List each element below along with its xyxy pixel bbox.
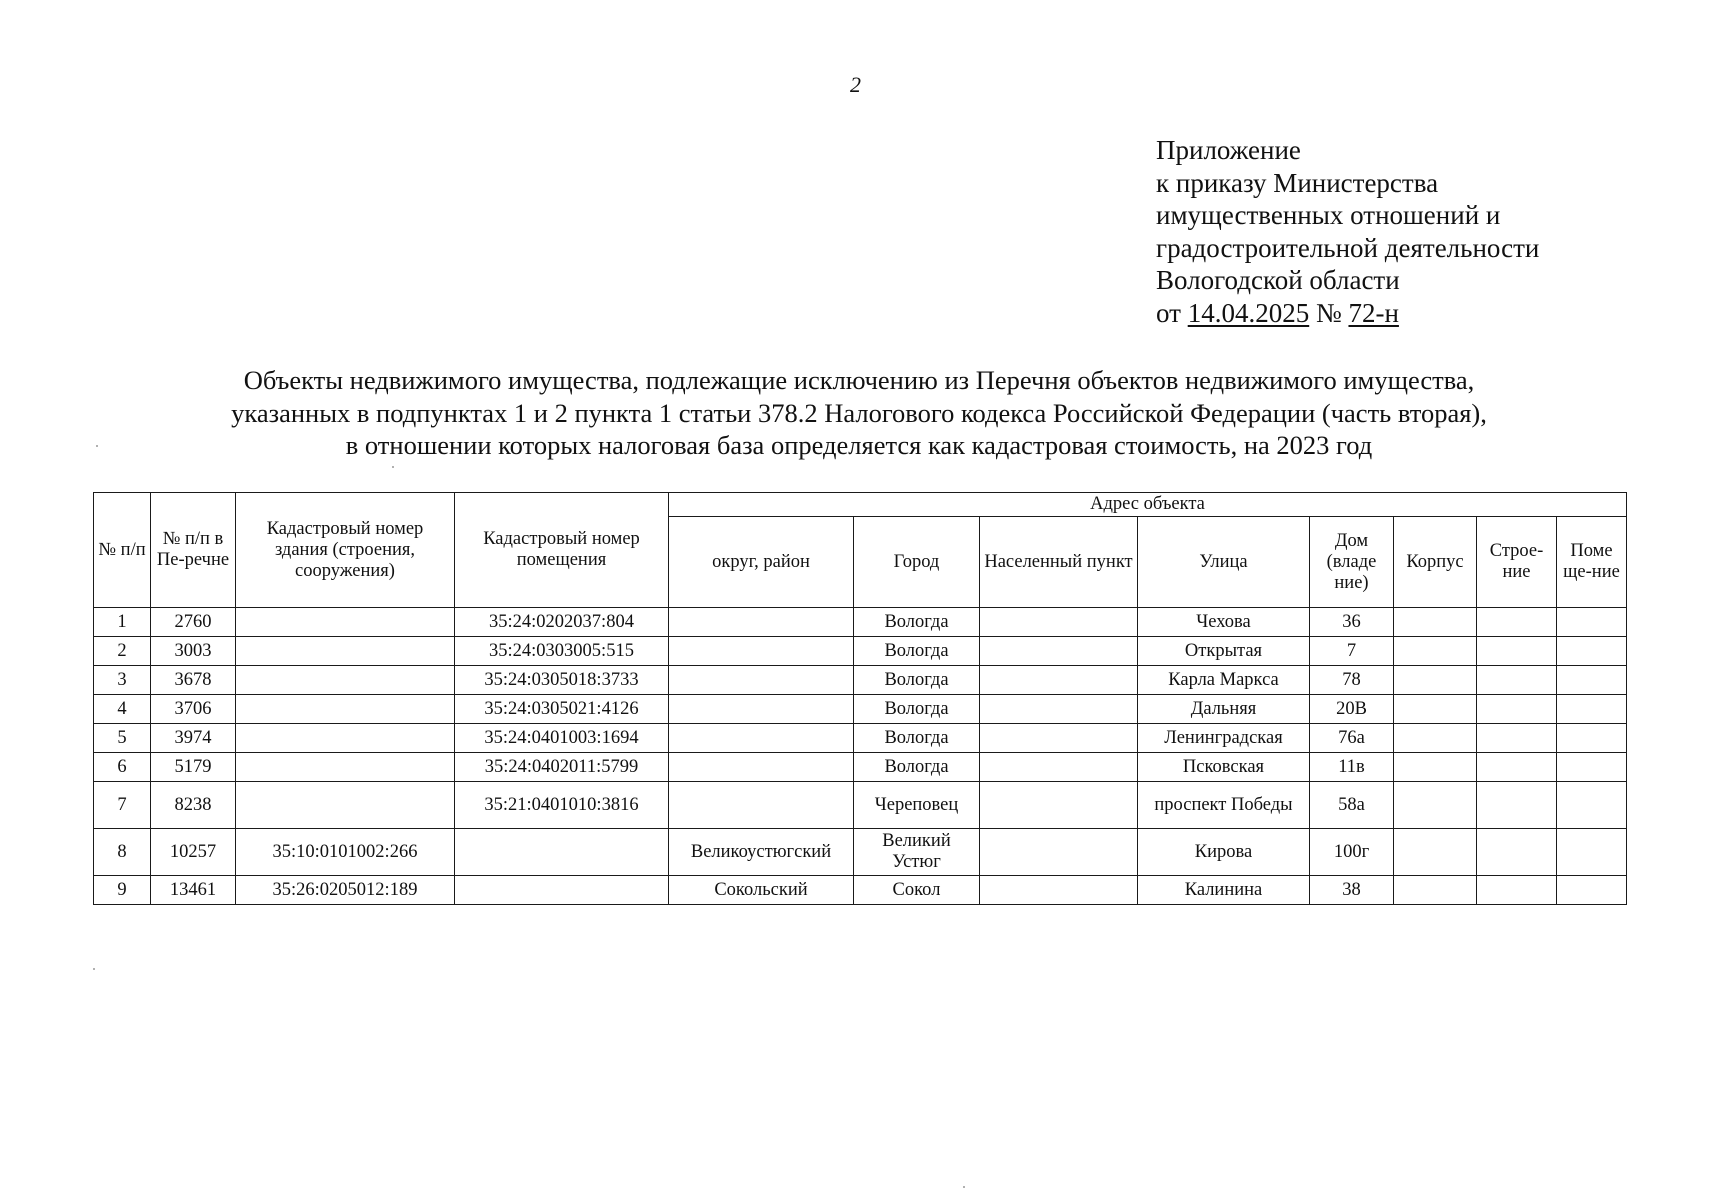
- cell-street: Псковская: [1138, 753, 1310, 782]
- cell-city: Сокол: [854, 876, 980, 905]
- order-number: 72-н: [1348, 297, 1399, 328]
- cell-street: Карла Маркса: [1138, 666, 1310, 695]
- cell-house: 11в: [1310, 753, 1394, 782]
- table-header: [94, 493, 1627, 608]
- cell-list-num: 2760: [151, 608, 236, 637]
- appendix-line-1: Приложение: [1156, 135, 1301, 165]
- cell-stroenie: [1477, 695, 1557, 724]
- cell-stroenie: [1477, 724, 1557, 753]
- header-room-cadastral: Кадастровый номер помещения: [455, 493, 669, 608]
- cell-korpus: [1394, 724, 1477, 753]
- cell-district: [669, 695, 854, 724]
- cell-room-cad: 35:24:0402011:5799: [455, 753, 669, 782]
- appendix-line-3: имущественных отношений и: [1156, 200, 1501, 230]
- cell-list-num: 5179: [151, 753, 236, 782]
- cell-settlement: [980, 695, 1138, 724]
- cell-room-cad: 35:24:0305021:4126: [455, 695, 669, 724]
- table-row: [94, 637, 1627, 666]
- appendix-block: [1156, 134, 1539, 329]
- cell-house: 78: [1310, 666, 1394, 695]
- table-row: [94, 666, 1627, 695]
- cell-num: 5: [94, 724, 151, 753]
- header-building-cadastral: Кадастровый номер здания (строения, сооружения): [236, 493, 455, 608]
- cell-street: проспект Победы: [1138, 782, 1310, 829]
- cell-stroenie: [1477, 829, 1557, 876]
- table-row: [94, 608, 1627, 637]
- cell-num: 6: [94, 753, 151, 782]
- cell-korpus: [1394, 695, 1477, 724]
- cell-city: Вологда: [854, 724, 980, 753]
- cell-pomeshchenie: [1557, 876, 1627, 905]
- cell-pomeshchenie: [1557, 608, 1627, 637]
- cell-district: [669, 666, 854, 695]
- cell-house: 58а: [1310, 782, 1394, 829]
- header-num: № п/п: [94, 493, 151, 608]
- cell-korpus: [1394, 666, 1477, 695]
- header-address-group: Адрес объекта: [669, 493, 1627, 517]
- cell-settlement: [980, 753, 1138, 782]
- cell-house: 38: [1310, 876, 1394, 905]
- cell-city: Вологда: [854, 637, 980, 666]
- header-house: Дом (владе ние): [1310, 517, 1394, 608]
- scan-speck: [963, 1186, 965, 1188]
- cell-street: Ленинградская: [1138, 724, 1310, 753]
- number-sign: №: [1315, 297, 1342, 328]
- cell-room-cad: 35:24:0401003:1694: [455, 724, 669, 753]
- cell-settlement: [980, 724, 1138, 753]
- scan-speck: [96, 445, 98, 447]
- cell-korpus: [1394, 608, 1477, 637]
- cell-pomeshchenie: [1557, 829, 1627, 876]
- header-settlement: Населенный пункт: [980, 517, 1138, 608]
- cell-house: 7: [1310, 637, 1394, 666]
- cell-list-num: 3706: [151, 695, 236, 724]
- cell-city: Вологда: [854, 695, 980, 724]
- cell-korpus: [1394, 753, 1477, 782]
- cell-korpus: [1394, 782, 1477, 829]
- cell-district: Великоустюгский: [669, 829, 854, 876]
- cell-list-num: 3678: [151, 666, 236, 695]
- table-row: [94, 753, 1627, 782]
- cell-list-num: 3003: [151, 637, 236, 666]
- cell-list-num: 8238: [151, 782, 236, 829]
- cell-korpus: [1394, 876, 1477, 905]
- cell-city: Вологда: [854, 753, 980, 782]
- cell-building-cad: [236, 695, 455, 724]
- cell-korpus: [1394, 829, 1477, 876]
- cell-stroenie: [1477, 782, 1557, 829]
- header-korpus: Корпус: [1394, 517, 1477, 608]
- cell-building-cad: [236, 637, 455, 666]
- cell-pomeshchenie: [1557, 695, 1627, 724]
- cell-settlement: [980, 608, 1138, 637]
- cell-district: [669, 637, 854, 666]
- cell-stroenie: [1477, 666, 1557, 695]
- cell-pomeshchenie: [1557, 753, 1627, 782]
- appendix-line-2: к приказу Министерства: [1156, 167, 1439, 198]
- cell-house: 20В: [1310, 695, 1394, 724]
- cell-settlement: [980, 876, 1138, 905]
- header-city: Город: [854, 517, 980, 608]
- cell-district: Сокольский: [669, 876, 854, 905]
- cell-street: Кирова: [1138, 829, 1310, 876]
- cell-room-cad: [455, 829, 669, 876]
- cell-house: 100г: [1310, 829, 1394, 876]
- table-row: [94, 724, 1627, 753]
- table-body: [94, 608, 1627, 905]
- cell-district: [669, 724, 854, 753]
- cell-stroenie: [1477, 637, 1557, 666]
- header-list-num: № п/п в Пе-речне: [151, 493, 236, 608]
- cell-stroenie: [1477, 608, 1557, 637]
- title-line-1: Объекты недвижимого имущества, подлежащие исключению из Перечня объектов недвижимого имущества,: [243, 365, 1475, 395]
- cell-num: 3: [94, 666, 151, 695]
- cell-settlement: [980, 829, 1138, 876]
- cell-city: Череповец: [854, 782, 980, 829]
- scan-speck: [93, 968, 95, 970]
- cell-district: [669, 608, 854, 637]
- table-row: [94, 829, 1627, 876]
- cell-building-cad: 35:10:0101002:266: [236, 829, 455, 876]
- table-row: [94, 876, 1627, 905]
- order-date: 14.04.2025: [1187, 297, 1310, 328]
- cell-house: 36: [1310, 608, 1394, 637]
- cell-house: 76а: [1310, 724, 1394, 753]
- cell-pomeshchenie: [1557, 637, 1627, 666]
- cell-list-num: 3974: [151, 724, 236, 753]
- header-pomeshchenie: Поме ще-ние: [1557, 517, 1627, 608]
- cell-num: 1: [94, 608, 151, 637]
- objects-table: [93, 492, 1627, 905]
- appendix-date-line: [1156, 297, 1539, 330]
- cell-pomeshchenie: [1557, 666, 1627, 695]
- title-line-2: указанных в подпунктах 1 и 2 пункта 1 статьи 378.2 Налогового кодекса Российской Федерации (часть вторая),: [231, 397, 1487, 428]
- appendix-line-4: градостроительной деятельности: [1156, 232, 1540, 263]
- cell-city: Вологда: [854, 608, 980, 637]
- cell-list-num: 10257: [151, 829, 236, 876]
- cell-district: [669, 782, 854, 829]
- document-title: [94, 364, 1624, 462]
- cell-num: 8: [94, 829, 151, 876]
- cell-city: Великий Устюг: [854, 829, 980, 876]
- table-row: [94, 782, 1627, 829]
- cell-street: Дальняя: [1138, 695, 1310, 724]
- cell-pomeshchenie: [1557, 782, 1627, 829]
- cell-num: 7: [94, 782, 151, 829]
- cell-city: Вологда: [854, 666, 980, 695]
- cell-num: 2: [94, 637, 151, 666]
- cell-room-cad: 35:21:0401010:3816: [455, 782, 669, 829]
- cell-building-cad: [236, 782, 455, 829]
- date-prefix: от: [1156, 297, 1181, 328]
- cell-num: 9: [94, 876, 151, 905]
- cell-building-cad: [236, 666, 455, 695]
- cell-pomeshchenie: [1557, 724, 1627, 753]
- cell-room-cad: [455, 876, 669, 905]
- cell-building-cad: 35:26:0205012:189: [236, 876, 455, 905]
- title-line-3: в отношении которых налоговая база определяется как кадастровая стоимость, на 2023 год: [345, 430, 1373, 460]
- cell-building-cad: [236, 724, 455, 753]
- cell-stroenie: [1477, 753, 1557, 782]
- cell-street: Чехова: [1138, 608, 1310, 637]
- cell-district: [669, 753, 854, 782]
- header-street: Улица: [1138, 517, 1310, 608]
- appendix-line-5: Вологодской области: [1156, 265, 1400, 295]
- cell-korpus: [1394, 637, 1477, 666]
- cell-room-cad: 35:24:0305018:3733: [455, 666, 669, 695]
- cell-settlement: [980, 782, 1138, 829]
- scan-speck: [392, 466, 394, 468]
- cell-street: Калинина: [1138, 876, 1310, 905]
- cell-room-cad: 35:24:0202037:804: [455, 608, 669, 637]
- cell-num: 4: [94, 695, 151, 724]
- cell-building-cad: [236, 608, 455, 637]
- page-number: 2: [850, 72, 861, 97]
- table-row: [94, 695, 1627, 724]
- cell-settlement: [980, 637, 1138, 666]
- cell-street: Открытая: [1138, 637, 1310, 666]
- cell-building-cad: [236, 753, 455, 782]
- cell-settlement: [980, 666, 1138, 695]
- header-district: округ, район: [669, 517, 854, 608]
- header-stroenie: Строе-ние: [1477, 517, 1557, 608]
- cell-stroenie: [1477, 876, 1557, 905]
- cell-room-cad: 35:24:0303005:515: [455, 637, 669, 666]
- cell-list-num: 13461: [151, 876, 236, 905]
